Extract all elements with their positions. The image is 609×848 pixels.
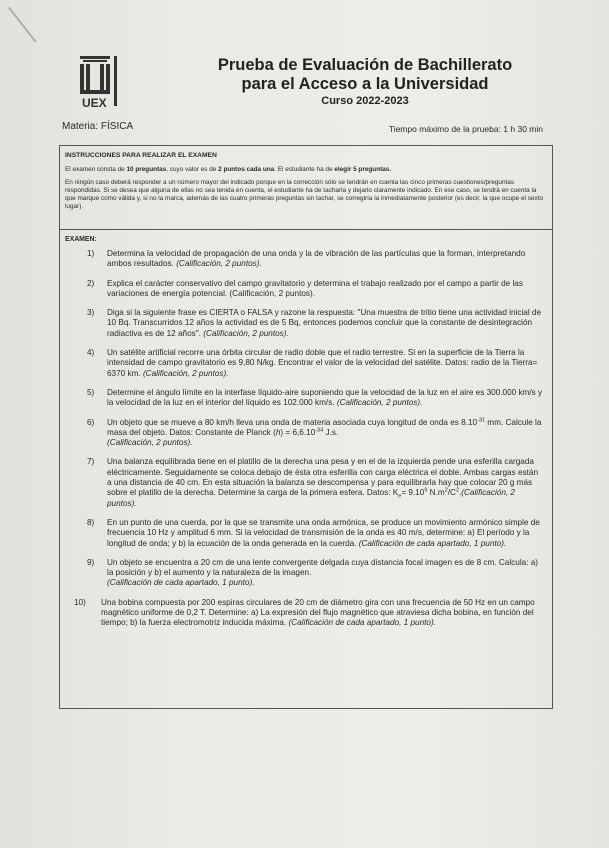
instructions-paragraph-1: El examen consta de 10 preguntas, cuyo valor es de 2 puntos cada una. El estudiante ha de elegir 5 preguntas. xyxy=(65,166,392,173)
university-logo-icon xyxy=(76,54,122,110)
question-8: 8) En un punto de una cuerda, por la que se transmite una onda armónica, se produce un movimiento armónico simple de frecuencia 10 Hz y amplitud 6 mm. Si la velocidad de transmisión de la onda es 40 m/s, determine: a) El período y la longitud de onda; y b) la ecuación de la onda generada en la cuerda. (Calificación de cada apartado, 1 punto). xyxy=(87,517,540,548)
question-2: 2) Explica el carácter conservativo del campo gravitatorio y determina el trabajo realizado por el campo a partir de las variaciones de energía potencial. (Calificación, 2 puntos). xyxy=(87,278,523,298)
subject-label: Materia: FÍSICA xyxy=(62,121,134,132)
question-list xyxy=(65,249,544,629)
title-line-1: Prueba de Evaluación de Bachillerato xyxy=(217,56,513,74)
instructions-paragraph-2: En ningún caso deberá responder a un número mayor del indicado porque en la corrección sólo se tendrán en cuenta las cinco primeras cuestiones/preguntas respondidas. Si se desea que alguna de ellas no sea tenida en cuenta, el estudiante ha de tacharla y dejarlo claramente indicado. En ese caso, se tendrá en cuenta la que marque como válida y, si no la marca, además de las cuatro primeras preguntas sin tachar, se corregiría la inmediatamente posterior (es decir, la que ocupe el sexto lugar). xyxy=(65,179,544,210)
question-3: 3) Diga si la siguiente frase es CIERTA o FALSA y razone la respuesta: "Una muestra de tritio tiene una actividad inicial de 10 Bq. Transcurridos 12 años la actividad es de 5 Bq, entonces podemos concluir que la constante de desintegración radiactiva es de 12 años". (Calificación, 2 puntos). xyxy=(87,308,542,338)
title-line-2: para el Acceso a la Universidad xyxy=(241,75,489,93)
course-year: Curso 2022-2023 xyxy=(321,95,409,107)
instructions-heading: INSTRUCCIONES PARA REALIZAR EL EXAMEN xyxy=(65,152,217,159)
question-4: 4) Un satélite artificial recorre una órbita circular de radio doble que el radio terrestre. Si en la superficie de la Tierra la intensidad de campo gravitatorio es 9,80 N/kg. Encontrar el valor de la velocidad del satélite. Datos: radio de la Tierra= 6370 km. (Calificación, 2 puntos). xyxy=(87,348,538,378)
question-6: 6) Un objeto que se mueve a 80 km/h lleva una onda de materia asociada cuya longitud de onda es $8.10^{-31}$ mm. Calcule la masa del objeto. Datos: Constante de Planck $(h) = 6,6.10^{-34}$ J.s. (Calificación, 2 puntos). xyxy=(87,416,542,448)
exam-box xyxy=(59,145,553,709)
question-10: 10) Una bobina compuesta por 200 espiras circulares de 20 cm de diámetro gira con una frecuencia de 50 Hz en un campo magnético uniforme de 0,2 T. Determine: a) La expresión del flujo magnético que atraviesa dicha bobina, en función del tiempo; b) la fuerza electromotriz inducida máxima. (Calificación de cada apartado, 1 punto). xyxy=(74,597,535,628)
time-limit-label: Tiempo máximo de la prueba: 1 h 30 min xyxy=(388,124,543,134)
question-7: 7) Una balanza equilibrada tiene en el platillo de la derecha una pesa y en el de la izquierda pende una esferilla cargada eléctricamente. Seguidamente se coloca debajo de ésta otra esferilla con carga eléctrica el doble. Ambas cargas están a una distancia de 40 cm. En esta situación la balanza se descompensa y para equilibrarla hay que colocar 20 g más sobre el platillo de la derecha. Determine la carga de la primera esfera. Datos: $K_e= 9.10^9$ $N.m^2/C^2.(Calificación$, 2 puntos). xyxy=(87,457,539,508)
question-5: 5) Determine el ángulo límite en la interfase líquido-aire suponiendo que la velocidad de la luz en el aire es 300.000 km/s y la velocidad de la luz en el interior del líquido es 102.000 km/s. (Calificación, 2 puntos). xyxy=(87,387,543,408)
exam-section xyxy=(60,230,552,629)
logo-text: UEX xyxy=(82,96,107,110)
paper-crease xyxy=(8,7,37,43)
exam-heading: EXAMEN: xyxy=(65,236,97,243)
instructions-section xyxy=(60,146,552,230)
question-9: 9) Un objeto se encuentra a 20 cm de una lente convergente delgada cuya distancia focal imagen es de 8 cm. Calcula: a) la posición y b) el aumento y la naturaleza de la imagen. (Calificación de cada apartado, 1 punto). xyxy=(87,557,539,588)
question-1: 1) Determina la velocidad de propagación de una onda y la de vibración de las partículas que la forman, interpretando ambos resultados. (Calificación, 2 puntos). xyxy=(87,249,526,269)
exam-title xyxy=(200,56,530,108)
